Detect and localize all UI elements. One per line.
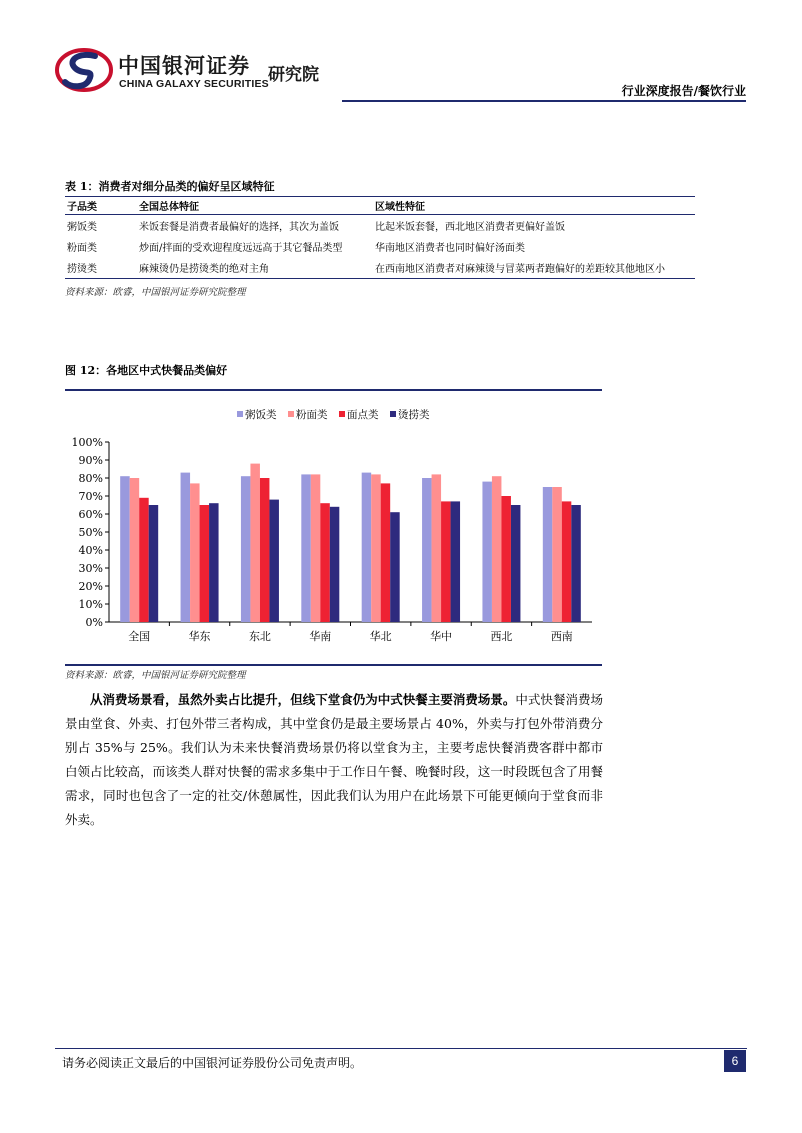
y-tick-label: 80%: [78, 472, 103, 485]
bar-粥饭类: [241, 476, 251, 622]
bar-烫捞类: [209, 503, 219, 622]
y-tick-label: 60%: [78, 508, 103, 521]
bar-粥饭类: [482, 482, 492, 622]
table-cell: 粉面类: [67, 243, 97, 254]
bar-烫捞类: [269, 500, 279, 622]
report-category: 行业深度报告/餐饮行业: [621, 84, 746, 98]
bar-粉面类: [130, 478, 140, 622]
bar-粥饭类: [301, 474, 311, 622]
table-header-cell: 全国总体特征: [139, 197, 375, 215]
table-header-row: [65, 197, 695, 215]
table-cell: 粥饭类: [67, 222, 97, 233]
y-tick-label: 90%: [78, 454, 103, 467]
y-tick-label: 40%: [78, 544, 103, 557]
bar-烫捞类: [149, 505, 159, 622]
table-cell: 米饭套餐是消费者最偏好的选择，其次为盖饭: [139, 222, 339, 233]
bar-粥饭类: [120, 476, 130, 622]
bar-烫捞类: [451, 501, 461, 622]
legend-label: 粥饭类: [245, 409, 277, 421]
bar-粉面类: [552, 487, 562, 622]
bar-面点类: [562, 501, 572, 622]
y-tick-label: 10%: [78, 598, 103, 611]
bar-面点类: [320, 503, 330, 622]
legend-label: 粉面类: [296, 409, 328, 421]
table-header-cell: 区域性特征: [375, 197, 695, 215]
x-tick-label: 华北: [369, 630, 392, 643]
footer-disclaimer: 请务必阅读正文最后的中国银河证券股份公司免责声明。: [62, 1056, 363, 1070]
bar-粥饭类: [181, 473, 191, 622]
legend-label: 烫捞类: [398, 409, 430, 421]
x-tick-label: 华中: [430, 630, 453, 643]
preference-table: [65, 196, 695, 279]
bar-粉面类: [371, 474, 381, 622]
bar-面点类: [200, 505, 210, 622]
body-paragraph: [65, 688, 603, 832]
table-source: 资料来源：欧睿，中国银河证券研究院整理: [65, 287, 246, 298]
figure-source: 资料来源：欧睿，中国银河证券研究院整理: [65, 670, 246, 681]
legend-swatch: [288, 411, 294, 417]
y-tick-label: 70%: [78, 490, 103, 503]
institute-label: 研究院: [268, 65, 319, 85]
brand-name-en: CHINA GALAXY SECURITIES: [119, 78, 269, 90]
bar-面点类: [260, 478, 270, 622]
table-cell: 捞烫类: [65, 257, 139, 279]
bar-烫捞类: [511, 505, 521, 622]
bar-粥饭类: [422, 478, 432, 622]
x-tick-label: 东北: [248, 630, 271, 643]
table-cell: 炒面/拌面的受欢迎程度远远高于其它餐品类型: [139, 243, 343, 254]
bar-烫捞类: [330, 507, 340, 622]
figure-bottom-rule: [65, 664, 602, 666]
bar-粉面类: [311, 474, 321, 622]
bar-粉面类: [492, 476, 502, 622]
y-tick-label: 0%: [85, 616, 103, 629]
table-cell: 麻辣烫仍是捞烫类的绝对主角: [139, 257, 375, 279]
table-cell: 华南地区消费者也同时偏好汤面类: [375, 243, 525, 254]
bar-粉面类: [432, 474, 442, 622]
page-number: 6: [724, 1050, 746, 1072]
footer-divider: [55, 1048, 747, 1049]
y-tick-label: 50%: [78, 526, 103, 539]
x-tick-label: 华南: [309, 630, 332, 643]
bar-面点类: [139, 498, 149, 622]
table-cell: 在西南地区消费者对麻辣烫与冒菜两者跑偏好的差距较其他地区小: [375, 257, 695, 279]
body-lead: 从消费场景看，虽然外卖占比提升，但线下堂食仍为中式快餐主要消费场景。: [90, 692, 516, 707]
y-tick-label: 30%: [78, 562, 103, 575]
legend-label: 面点类: [347, 409, 379, 421]
bar-chart: [65, 400, 602, 662]
table-row: [65, 236, 695, 257]
bar-粥饭类: [543, 487, 553, 622]
bar-烫捞类: [390, 512, 400, 622]
x-tick-label: 西北: [490, 630, 513, 643]
legend-swatch: [339, 411, 345, 417]
table-header-cell: 子品类: [65, 197, 139, 215]
table-title: 表 1：消费者对细分品类的偏好呈区域特征: [65, 180, 275, 193]
bar-面点类: [441, 501, 451, 622]
x-tick-label: 西南: [550, 630, 573, 643]
bar-烫捞类: [571, 505, 581, 622]
galaxy-logo-icon: [55, 46, 113, 94]
x-tick-label: 全国: [128, 630, 151, 643]
figure-title: 图 12：各地区中式快餐品类偏好: [65, 364, 228, 377]
bar-面点类: [501, 496, 511, 622]
bar-粉面类: [250, 464, 260, 622]
brand-name-cn: 中国银河证券: [118, 54, 250, 78]
table-row: [65, 215, 695, 237]
table-row: [65, 257, 695, 279]
legend-swatch: [237, 411, 243, 417]
body-text: 中式快餐消费场景由堂食、外卖、打包外带三者构成，其中堂食仍是最主要场景占 40%，外卖与打包外带消费分别占 35%与 25%。我们认为未来快餐消费场景仍将以堂食为主，主要考虑快餐消费客群中都市白领占比较高，而该类人群对快餐的需求多集中于工作日午餐、晚餐时段，这一时段既包含了用餐需求，同时也包含了一定的社交/休憩属性，因此我们认为用户在此场景下可能更倾向于堂食而非外卖。: [65, 692, 603, 827]
y-tick-label: 100%: [71, 436, 103, 449]
table-cell: 比起米饭套餐，西北地区消费者更偏好盖饭: [375, 222, 565, 233]
x-tick-label: 华东: [188, 630, 211, 643]
bar-粥饭类: [362, 473, 372, 622]
bar-面点类: [381, 483, 391, 622]
figure-top-rule: [65, 389, 602, 391]
bar-粉面类: [190, 483, 200, 622]
legend-swatch: [390, 411, 396, 417]
y-tick-label: 20%: [78, 580, 103, 593]
header-divider: [342, 100, 746, 102]
